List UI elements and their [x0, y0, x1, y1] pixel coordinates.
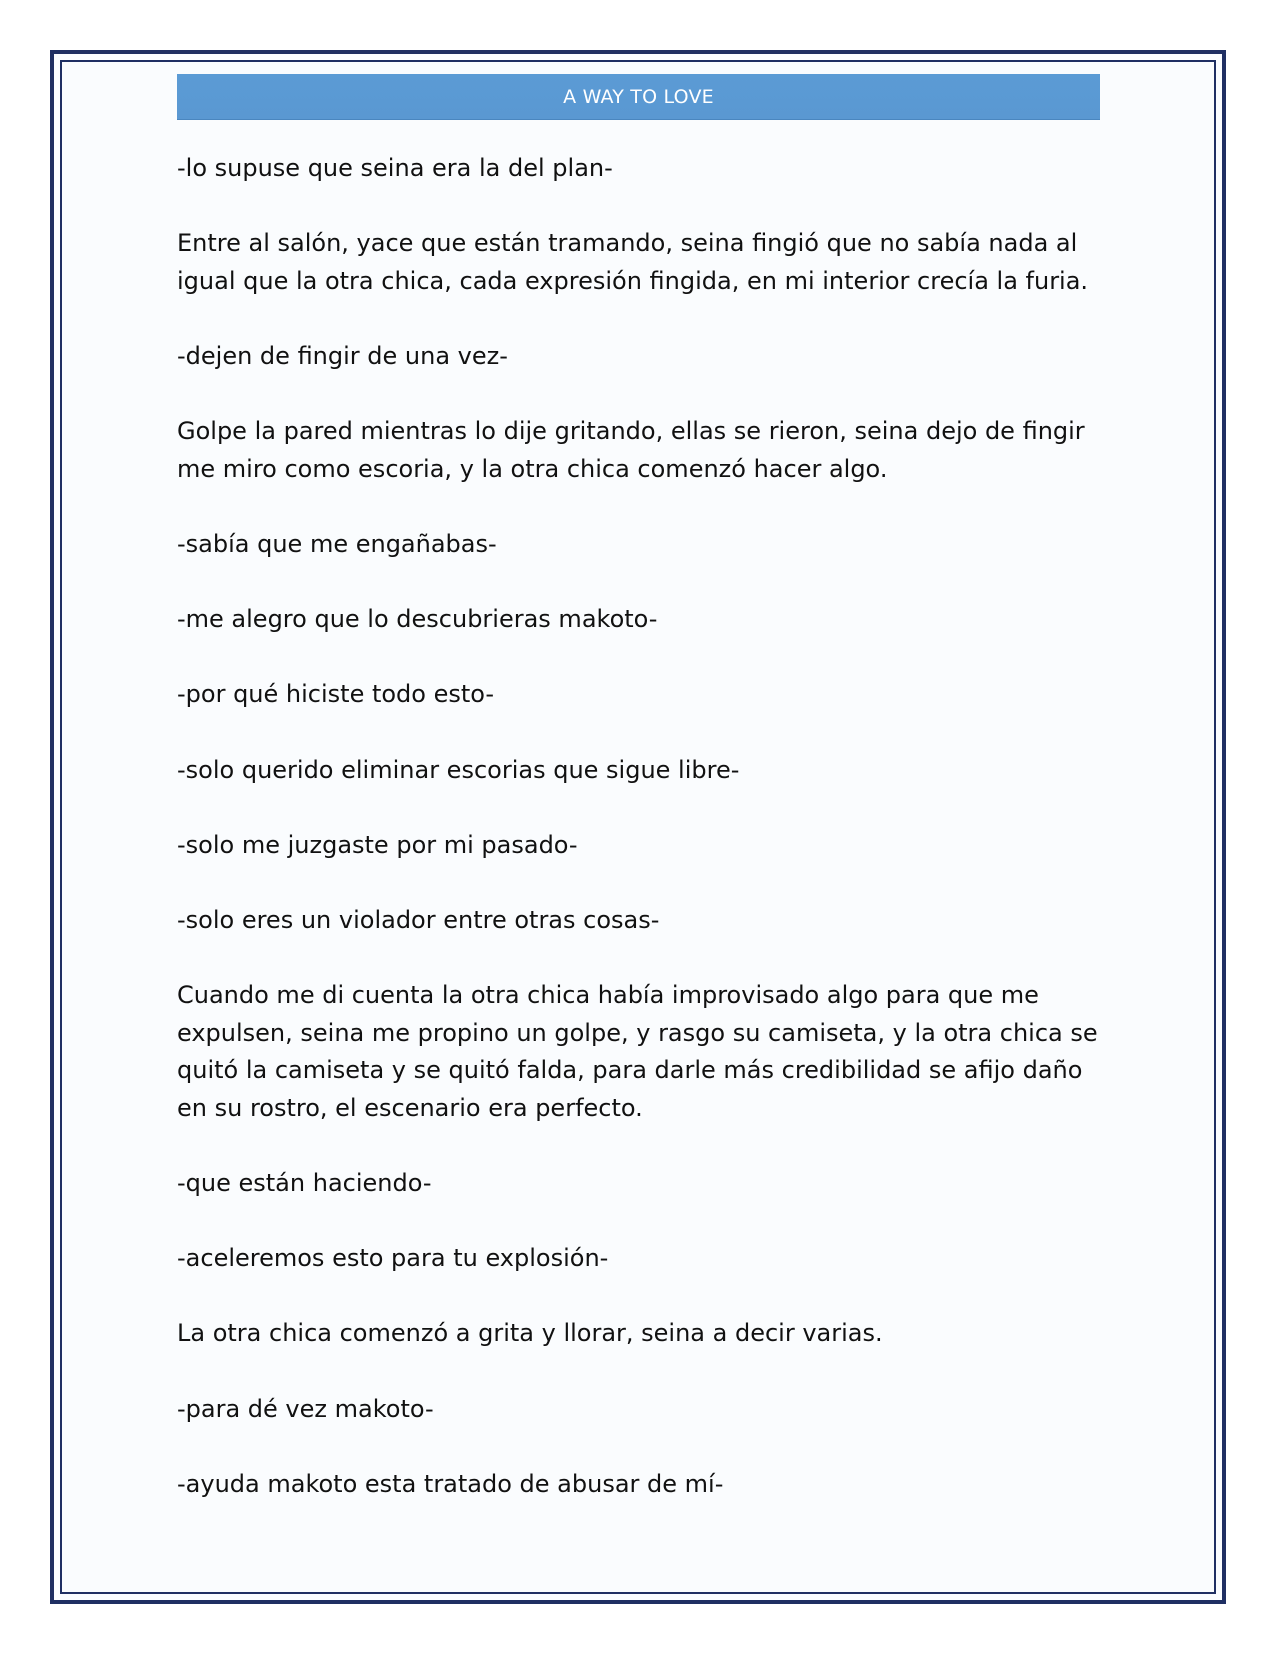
header-title: A WAY TO LOVE [563, 85, 714, 108]
paragraph: -por qué hiciste todo esto- [177, 680, 495, 709]
paragraph: Golpe la pared mientras lo dije gritando, ellas se rieron, seina dejo de fingir me miro como escoria, y la otra chica comenzó hacer algo. [177, 417, 1085, 483]
paragraph: -lo supuse que seina era la del plan- [177, 154, 613, 182]
paragraph: -solo eres un violador entre otras cosas- [177, 905, 660, 934]
page-content [177, 150, 1107, 1541]
paragraph: -para dé vez makoto- [177, 1394, 434, 1423]
paragraph: -solo querido eliminar escorias que sigue libre- [177, 755, 740, 784]
paragraph: -solo me juzgaste por mi pasado- [177, 830, 578, 859]
paragraph: -me alegro que lo descubrieras makoto- [177, 605, 658, 634]
header-bar [177, 74, 1100, 120]
paragraph: Cuando me di cuenta la otra chica había improvisado algo para que me expulsen, seina me propino un golpe, y rasgo su camiseta, y la otra chica se quitó la camiseta y se quitó falda, para darle más credibilidad se afijo daño en su rostro, el escenario era perfecto. [177, 981, 1098, 1122]
paragraph: -sabía que me engañabas- [177, 529, 497, 558]
paragraph: -dejen de fingir de una vez- [177, 341, 508, 370]
paragraph: -que están haciendo- [177, 1169, 432, 1198]
paragraph: Entre al salón, yace que están tramando, seina fingió que no sabía nada al igual que la otra chica, cada expresión fingida, en mi interior crecía la furia. [177, 229, 1089, 295]
paragraph: La otra chica comenzó a grita y llorar, seina a decir varias. [177, 1319, 883, 1348]
paragraph: -aceleremos esto para tu explosión- [177, 1244, 609, 1273]
paragraph: -ayuda makoto esta tratado de abusar de mí- [177, 1469, 724, 1498]
